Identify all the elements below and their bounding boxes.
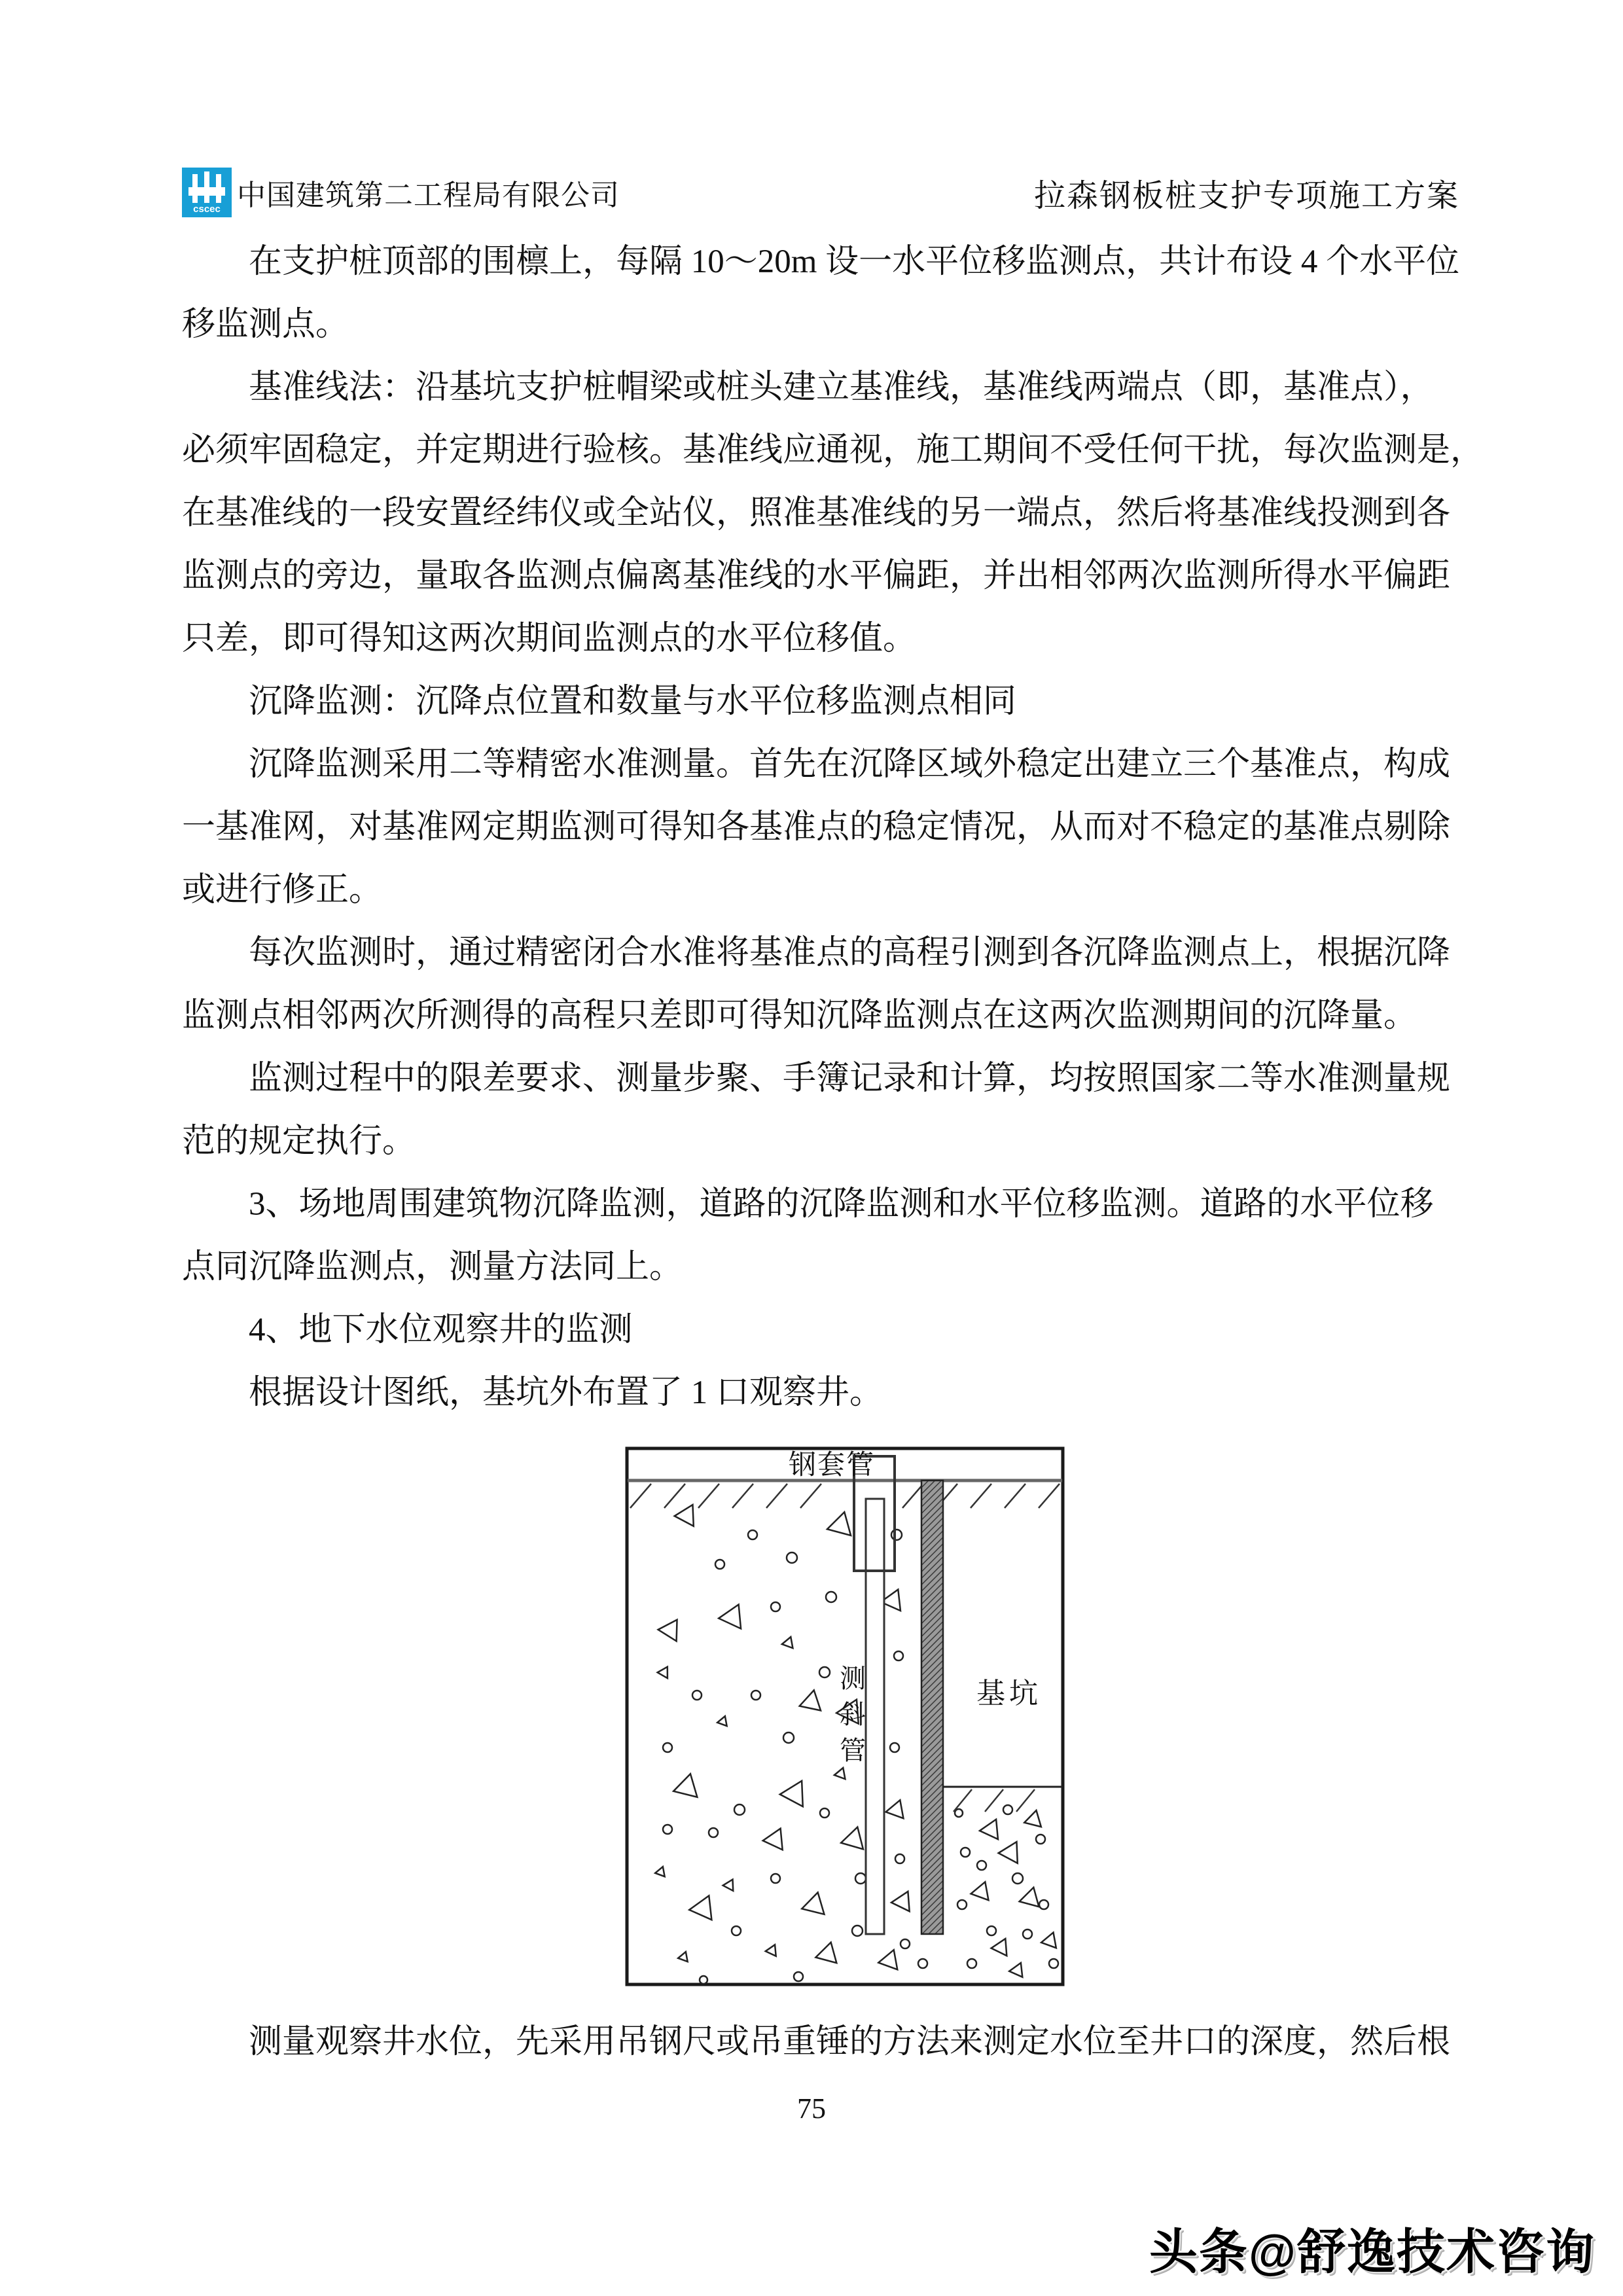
body-line: 根据设计图纸，基坑外布置了 1 口观察井。: [249, 1374, 883, 1411]
body-line: 一基准网，对基准网定期监测可得知各基准点的稳定情况，从而对不稳定的基准点剔除: [182, 809, 1451, 846]
inclinometer-tube: [866, 1499, 884, 1934]
svg-text:管: 管: [840, 1736, 866, 1765]
body-text: [182, 230, 1484, 1424]
watermark-text: 头条@舒逸技术咨询: [1149, 2225, 1596, 2279]
body-line: 监测过程中的限差要求、测量步聚、手簿记录和计算，均按照国家二等水准测量规: [249, 1060, 1451, 1097]
sheet-pile-wall: [921, 1480, 943, 1934]
tail-line: 测量观察井水位，先采用吊钢尺或吊重锤的方法来测定水位至井口的深度，然后根: [249, 2024, 1451, 2060]
body-line: 在基准线的一段安置经纬仪或全站仪，照准基准线的另一端点，然后将基准线投测到各: [182, 495, 1451, 531]
observation-well-figure: [625, 1446, 1065, 1986]
company-name: 中国建筑第二工程局有限公司: [237, 179, 620, 211]
header-left: [182, 168, 620, 217]
pit-label: 基坑: [976, 1677, 1042, 1710]
page-number: 75: [797, 2092, 826, 2125]
document-title: 拉森钢板桩支护专项施工方案: [1033, 178, 1459, 213]
svg-text:测: 测: [840, 1664, 866, 1693]
body-line: 基准线法：沿基坑支护桩帽梁或桩头建立基准线，基准线两端点（即，基准点），: [249, 369, 1434, 406]
body-line: 监测点相邻两次所测得的高程只差即可得知沉降监测点在这两次监测期间的沉降量。: [182, 997, 1418, 1034]
body-line: 或进行修正。: [182, 872, 383, 908]
body-line: 沉降监测：沉降点位置和数量与水平位移监测点相同: [249, 683, 1017, 720]
body-line: 只差，即可得知这两次期间监测点的水平位移值。: [182, 620, 917, 657]
figure-drawing: [625, 1446, 1065, 1986]
body-line: 必须牢固稳定，并定期进行验核。基准线应通视，施工期间不受任何干扰，每次监测是，: [182, 432, 1484, 469]
logo-text: cscec: [193, 204, 221, 215]
cscec-logo-icon: [182, 168, 232, 217]
body-line: 3、场地周围建筑物沉降监测，道路的沉降监测和水平位移监测。道路的水平位移: [249, 1186, 1434, 1223]
inclinometer-label: [840, 1664, 866, 1765]
body-line: 范的规定执行。: [182, 1123, 416, 1160]
page-header: [182, 162, 1459, 223]
body-line: 监测点的旁边，量取各监测点偏离基准线的水平偏距，并出相邻两次监测所得水平偏距: [182, 558, 1451, 594]
body-line: 4、地下水位观察井的监测: [249, 1312, 633, 1348]
body-line: 在支护桩顶部的围檩上，每隔 10～20m 设一水平位移监测点，共计布设 4 个水平位: [249, 243, 1460, 280]
body-line: 点同沉降监测点，测量方法同上。: [182, 1249, 683, 1285]
svg-text:斜: 斜: [840, 1700, 866, 1729]
body-line: 沉降监测采用二等精密水准测量。首先在沉降区域外稳定出建立三个基准点，构成: [249, 746, 1451, 783]
casing-label: 钢套管: [789, 1450, 876, 1480]
body-line: 移监测点。: [182, 306, 349, 343]
body-line: 每次监测时，通过精密闭合水准将基准点的高程引测到各沉降监测点上，根据沉降: [249, 935, 1451, 971]
tail-paragraph: [182, 2011, 1459, 2073]
